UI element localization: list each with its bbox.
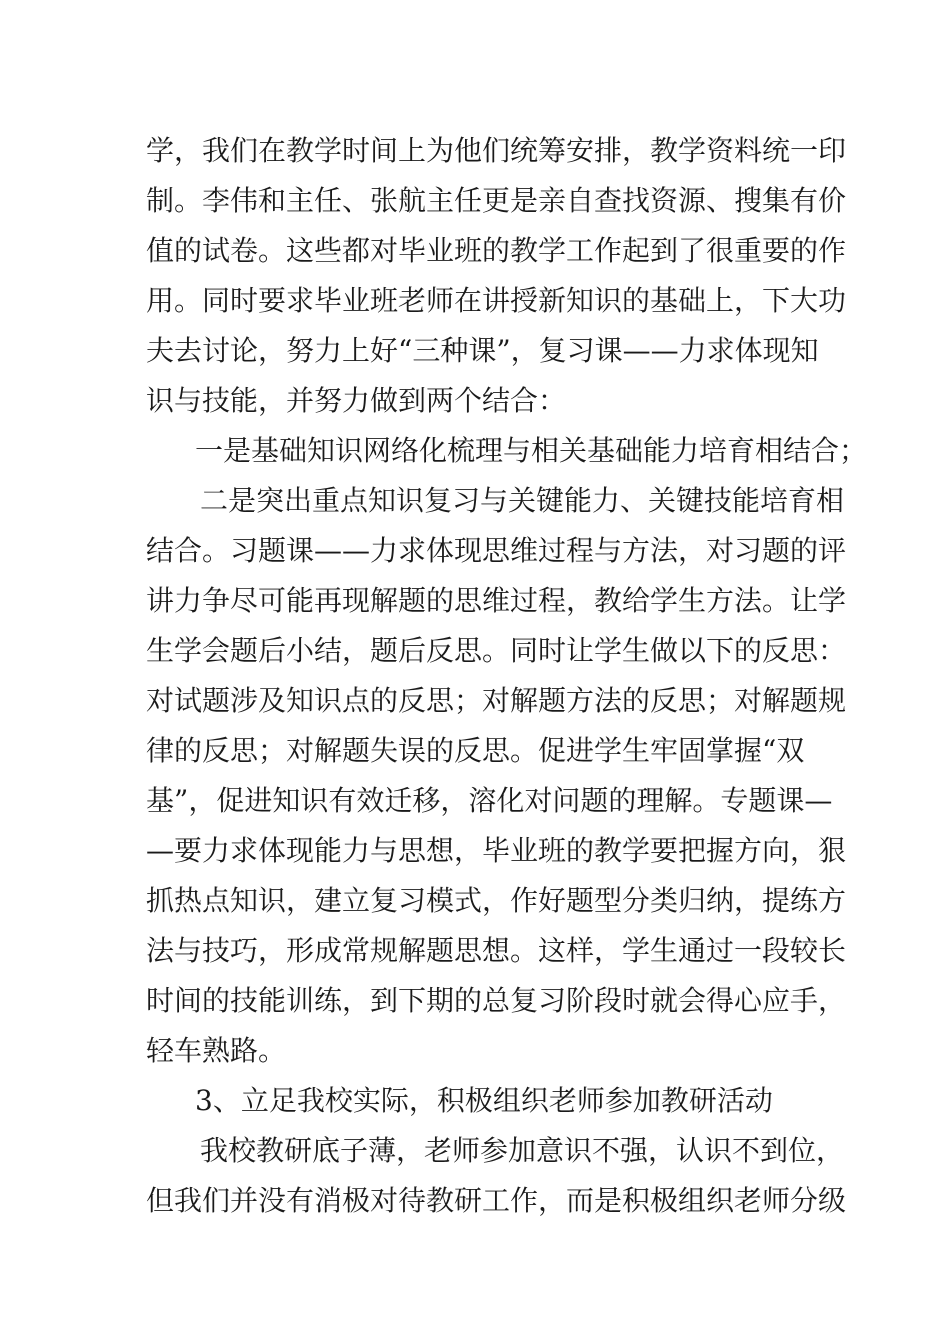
text-line: 夫去讨论，努力上好“三种课”，复习课——力求体现知	[146, 334, 819, 367]
text-line: 抓热点知识，建立复习模式，作好题型分类归纳，提练方	[146, 884, 847, 917]
text-line: 但我们并没有消极对待教研工作，而是积极组织老师分级	[146, 1184, 847, 1217]
text-line: 学，我们在教学时间上为他们统筹安排，教学资料统一印	[146, 134, 847, 167]
text-line: 法与技巧，形成常规解题思想。这样，学生通过一段较长	[146, 934, 847, 967]
section-heading: 3、立足我校实际，积极组织老师参加教研活动	[195, 1084, 773, 1117]
text-line: 时间的技能训练，到下期的总复习阶段时就会得心应手，	[146, 984, 847, 1017]
text-line: 对试题涉及知识点的反思；对解题方法的反思；对解题规	[146, 684, 847, 717]
text-line: 二是突出重点知识复习与关键能力、关键技能培育相	[200, 484, 845, 517]
text-line: 律的反思；对解题失误的反思。促进学生牢固掌握“双	[146, 734, 805, 767]
text-line: 我校教研底子薄，老师参加意识不强，认识不到位，	[200, 1134, 845, 1167]
text-line: 基”，促进知识有效迁移，溶化对问题的理解。专题课—	[146, 784, 833, 817]
text-line: 生学会题后小结，题后反思。同时让学生做以下的反思：	[146, 634, 847, 667]
text-line: —要力求体现能力与思想，毕业班的教学要把握方向，狠	[146, 834, 847, 867]
text-line: 一是基础知识网络化梳理与相关基础能力培育相结合；	[195, 434, 868, 467]
text-line: 值的试卷。这些都对毕业班的教学工作起到了很重要的作	[146, 234, 847, 267]
text-line: 轻车熟路。	[146, 1034, 287, 1067]
text-line: 识与技能，并努力做到两个结合：	[146, 384, 567, 417]
text-line: 制。李伟和主任、张航主任更是亲自查找资源、搜集有价	[146, 184, 847, 217]
text-line: 用。同时要求毕业班老师在讲授新知识的基础上，下大功	[146, 284, 847, 317]
text-line: 结合。习题课——力求体现思维过程与方法，对习题的评	[146, 534, 847, 567]
text-line: 讲力争尽可能再现解题的思维过程，教给学生方法。让学	[146, 584, 847, 617]
